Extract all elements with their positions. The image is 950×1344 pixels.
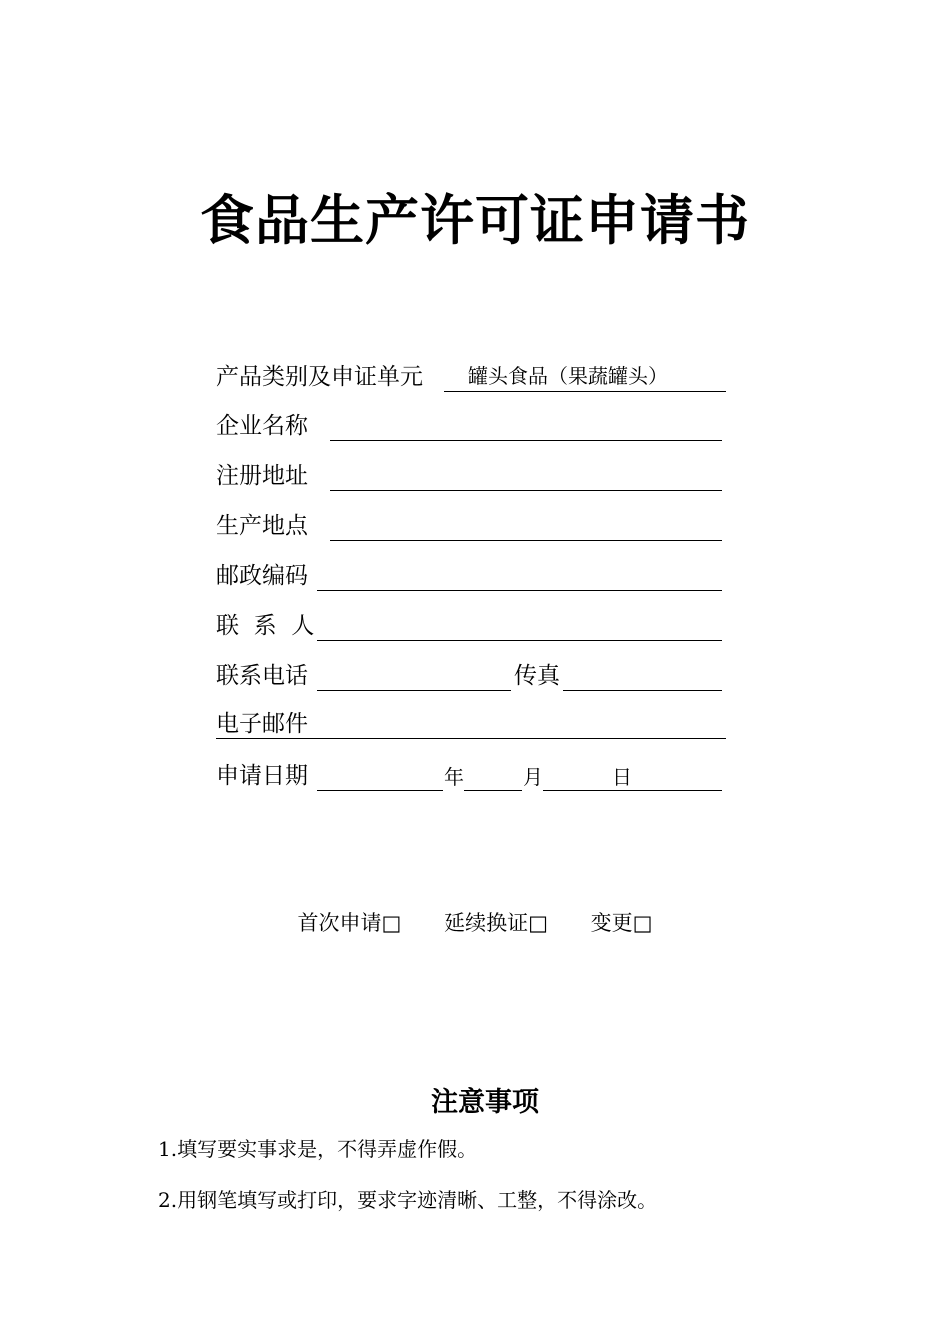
change-checkbox[interactable]: □	[632, 911, 653, 935]
date-day-input[interactable]	[543, 760, 722, 791]
product-category-label: 产品类别及申证单元	[216, 364, 423, 390]
email-field	[216, 707, 728, 741]
registered-address-input[interactable]	[330, 460, 722, 491]
company-name-input[interactable]	[330, 410, 722, 441]
change-option[interactable]	[591, 911, 653, 935]
product-category-field	[216, 360, 728, 394]
postal-code-field	[216, 559, 724, 593]
company-name-field	[216, 409, 724, 443]
renewal-label: 延续换证	[444, 911, 529, 935]
notes-title: 注意事项	[431, 1087, 539, 1118]
year-unit: 年	[444, 765, 464, 789]
postal-code-label: 邮政编码	[216, 563, 308, 589]
day-unit: 日	[612, 765, 632, 789]
contact-person-input[interactable]	[317, 610, 722, 641]
postal-code-input[interactable]	[317, 560, 722, 591]
document-title: 食品生产许可证申请书	[200, 189, 750, 252]
contact-person-label: 联 系 人	[216, 613, 315, 639]
registered-address-field	[216, 459, 724, 493]
note-item-1: 1.填写要实事求是，不得弄虚作假。	[158, 1137, 478, 1161]
application-date-field	[216, 759, 724, 793]
product-category-value: 罐头食品（果蔬罐头）	[468, 364, 668, 388]
renewal-option[interactable]	[444, 911, 555, 935]
production-site-field	[216, 509, 724, 543]
company-name-label: 企业名称	[216, 413, 308, 439]
month-unit: 月	[523, 765, 543, 789]
production-site-label: 生产地点	[216, 513, 308, 539]
product-category-line[interactable]	[444, 361, 726, 392]
email-label: 电子邮件	[216, 711, 308, 737]
application-type-options	[0, 907, 950, 937]
first-application-option[interactable]	[298, 911, 409, 935]
production-site-input[interactable]	[330, 510, 722, 541]
application-date-label: 申请日期	[216, 763, 308, 789]
contact-person-field	[216, 609, 724, 643]
change-label: 变更	[590, 911, 633, 935]
fax-label: 传真	[514, 663, 560, 689]
date-year-input[interactable]	[317, 760, 443, 791]
date-month-input[interactable]	[464, 760, 522, 791]
registered-address-label: 注册地址	[216, 463, 308, 489]
first-application-checkbox[interactable]: □	[381, 911, 402, 935]
email-input[interactable]	[216, 708, 726, 739]
phone-input[interactable]	[317, 660, 511, 691]
fax-input[interactable]	[563, 660, 722, 691]
first-application-label: 首次申请	[297, 911, 382, 935]
phone-label: 联系电话	[216, 663, 308, 689]
renewal-checkbox[interactable]: □	[528, 911, 548, 935]
phone-fax-field	[216, 659, 724, 693]
note-item-2: 2.用钢笔填写或打印，要求字迹清晰、工整，不得涂改。	[158, 1188, 658, 1212]
